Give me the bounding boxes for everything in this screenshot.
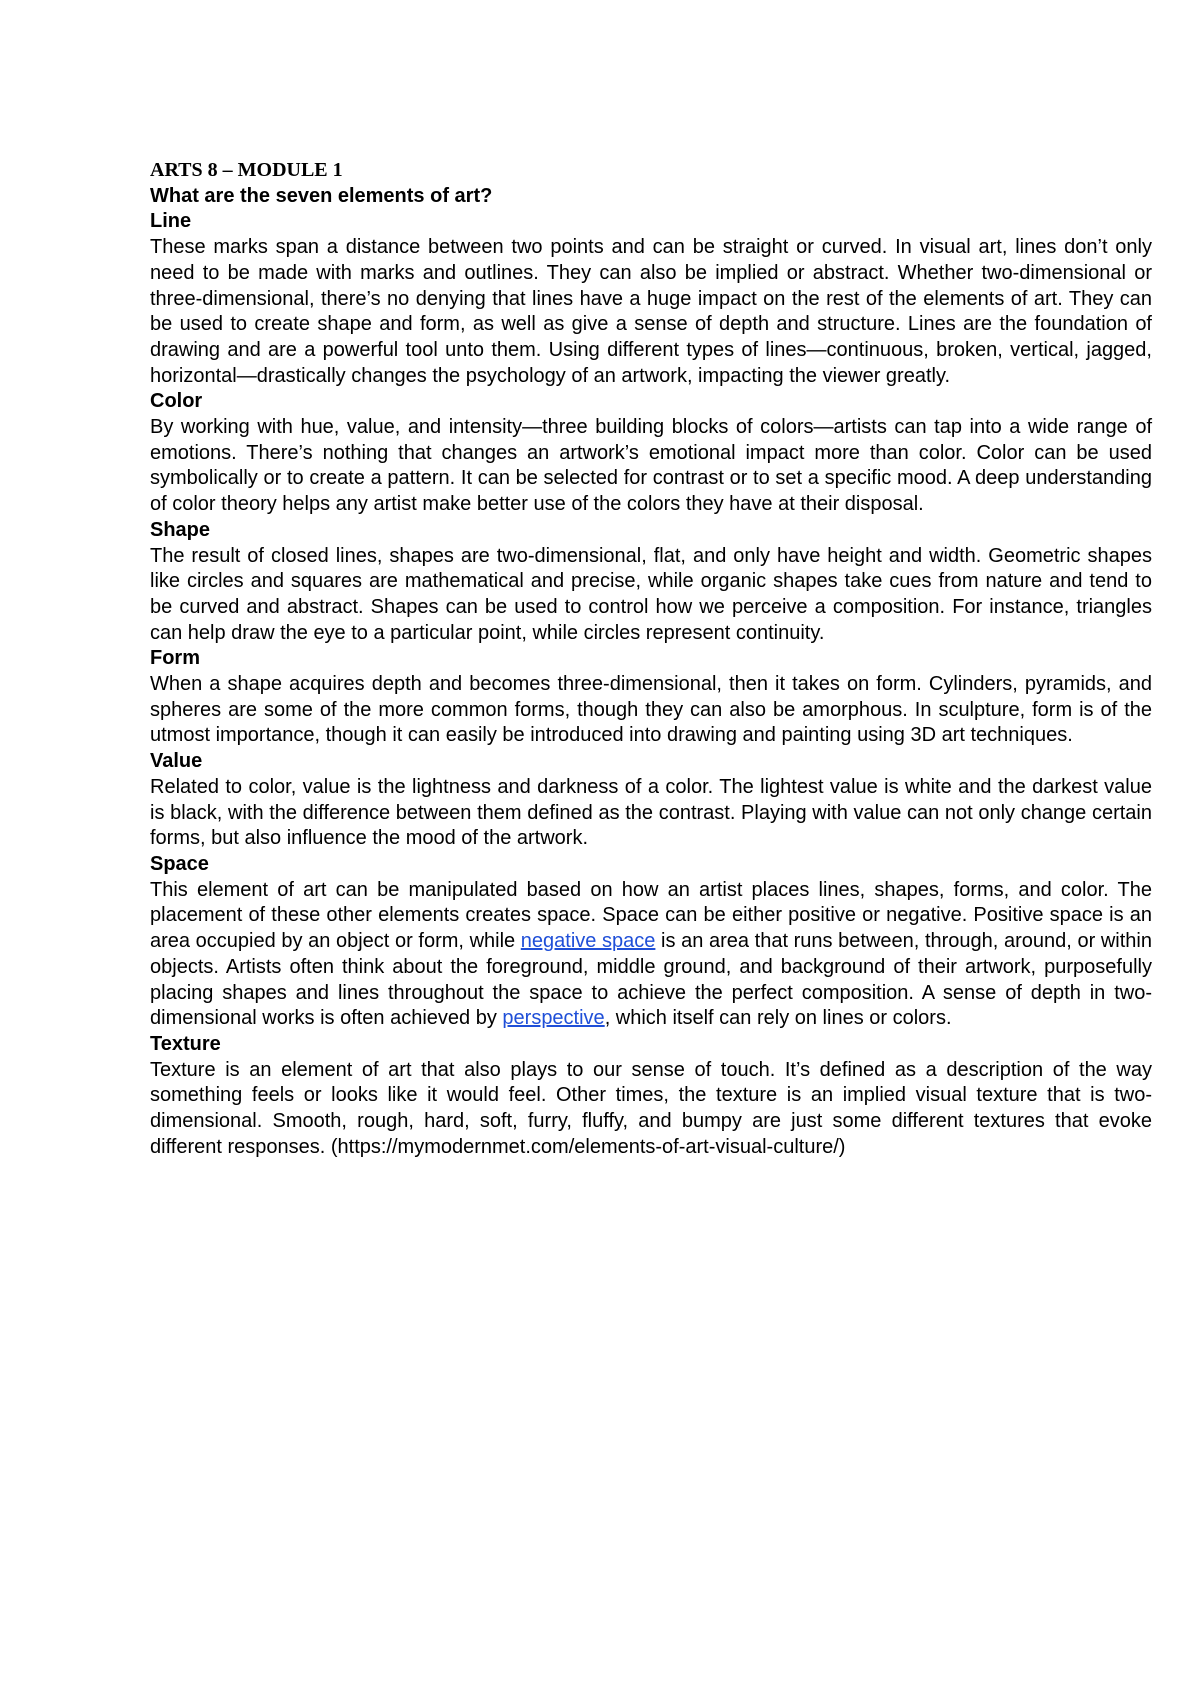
heading-shape: Shape	[150, 518, 211, 541]
space-text-part-3: , which itself can rely on lines or colors.	[604, 1007, 952, 1030]
space-text-part-2: is an area that runs between, through, around, or within objects. Artists often think about the foreground, middle ground, and background of their artwork, purposefully placing shapes and lines throughout the space to achieve the perfect composition. A sense of depth in two-dimensional works is often achieved by	[150, 930, 1152, 1030]
paragraph-value: Related to color, value is the lightness and darkness of a color. The lightest value is white and the darkest value is black, with the difference between them defined as the contrast. Playing with value can not only change certain forms, but also influence the mood of the artwork.	[150, 775, 1152, 850]
heading-value: Value	[150, 750, 203, 773]
negative-space-link[interactable]: negative space	[520, 930, 656, 953]
heading-space: Space	[150, 852, 209, 875]
heading-form: Form	[150, 647, 200, 670]
heading-texture: Texture	[150, 1032, 221, 1055]
document-title: ARTS 8 – MODULE 1	[150, 159, 343, 181]
document-page	[150, 158, 1152, 1160]
heading-line: Line	[150, 210, 192, 233]
document-question: What are the seven elements of art?	[150, 184, 493, 207]
perspective-link[interactable]: perspective	[502, 1007, 605, 1030]
heading-color: Color	[150, 390, 203, 413]
paragraph-shape: The result of closed lines, shapes are two-dimensional, flat, and only have height and width. Geometric shapes like circles and squares are mathematical and precise, while organic shapes take cues from nature and tend to be curved and abstract. Shapes can be used to control how we perceive a composition. For instance, triangles can help draw the eye to a particular point, while circles represent continuity.	[150, 544, 1152, 644]
paragraph-line: These marks span a distance between two points and can be straight or curved. In visual art, lines don’t only need to be made with marks and outlines. They can also be implied or abstract. Whether two-dimensional or three-dimensional, there’s no denying that lines have a huge impact on the rest of the elements of art. They can be used to create shape and form, as well as give a sense of depth and structure. Lines are the foundation of drawing and are a powerful tool unto them. Using different types of lines—continuous, broken, vertical, jagged, horizontal—drastically changes the psychology of an artwork, impacting the viewer greatly.	[150, 236, 1152, 387]
paragraph-color: By working with hue, value, and intensity—three building blocks of colors—artists can tap into a wide range of emotions. There’s nothing that changes an artwork’s emotional impact more than color. Color can be used symbolically or to create a pattern. It can be selected for contrast or to set a specific mood. A deep understanding of color theory helps any artist make better use of the colors they have at their disposal.	[150, 416, 1152, 516]
paragraph-form: When a shape acquires depth and becomes three-dimensional, then it takes on form. Cylinders, pyramids, and spheres are some of the more common forms, though they can also be amorphous. In sculpture, form is of the utmost importance, though it can easily be introduced into drawing and painting using 3D art techniques.	[150, 673, 1152, 747]
paragraph-texture: Texture is an element of art that also plays to our sense of touch. It’s defined as a description of the way something feels or looks like it would feel. Other times, the texture is an implied visual texture that is two-dimensional. Smooth, rough, hard, soft, furry, fluffy, and bumpy are just some different textures that evoke different responses. (https://mymodernmet.com/elements-of-art-visual-culture/)	[150, 1058, 1152, 1158]
paragraph-space	[150, 878, 1152, 1032]
space-text-part-1: This element of art can be manipulated based on how an artist places lines, shapes, forms, and color. The placement of these other elements creates space. Space can be either positive or negative. Positive space is an area occupied by an object or form, while	[150, 878, 1152, 953]
